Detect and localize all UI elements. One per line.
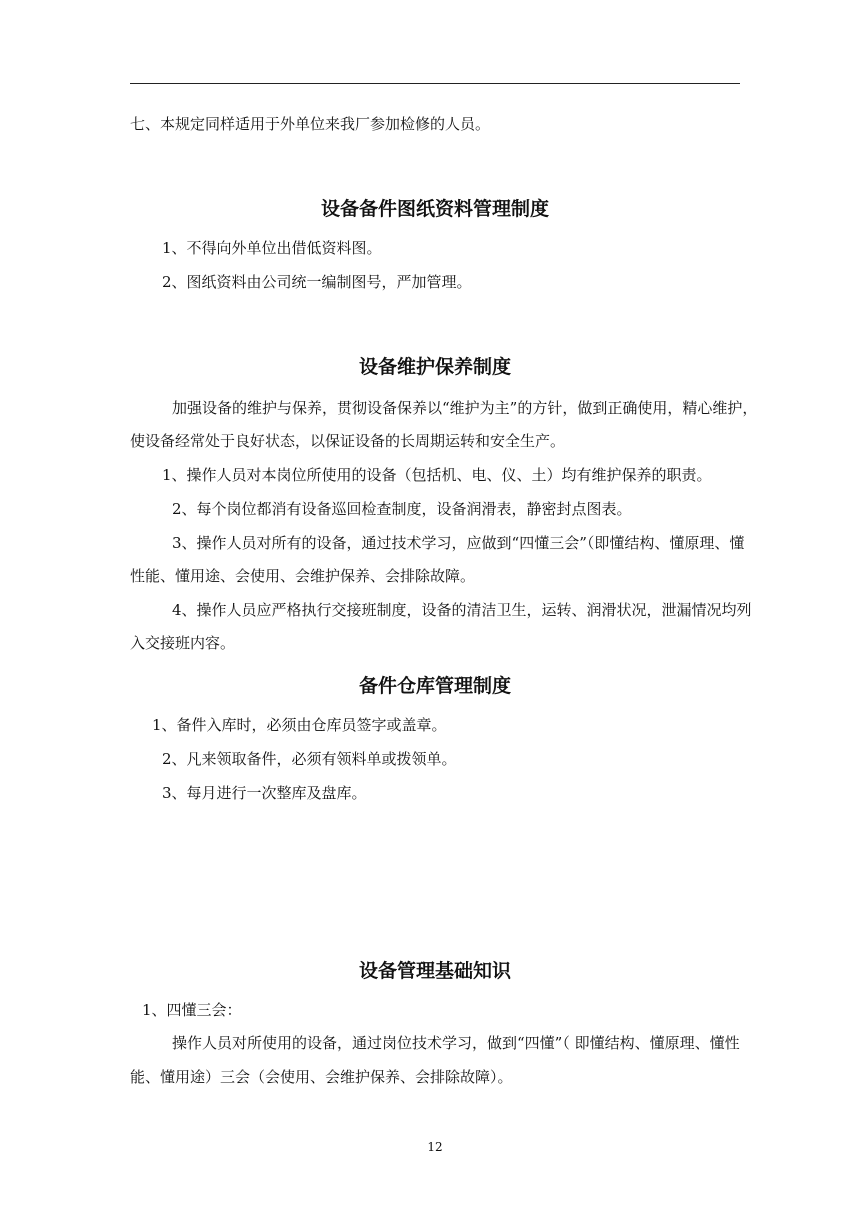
list-item: 1、操作人员对本岗位所使用的设备（包括机、电、仪、土）均有维护保养的职责。 <box>162 466 712 484</box>
paragraph-line: 能、懂用途）三会（会使用、会维护保养、会排除故障）。 <box>130 1068 513 1086</box>
rule-item-7: 七、本规定同样适用于外单位来我厂参加检修的人员。 <box>130 115 491 133</box>
list-item: 1、不得向外单位出借低资料图。 <box>162 239 382 257</box>
list-item: 4、操作人员应严格执行交接班制度，设备的清洁卫生，运转、润滑状况，泄漏情况均列 <box>172 601 752 619</box>
paragraph-line: 加强设备的维护与保养，贯彻设备保养以“维护为主”的方针，做到正确使用，精心维护， <box>172 399 758 417</box>
page-number: 12 <box>427 1140 443 1154</box>
section-title-basics: 设备管理基础知识 <box>358 960 511 982</box>
list-item: 2、凡来领取备件，必须有领料单或拨领单。 <box>162 750 457 768</box>
list-item: 2、图纸资料由公司统一编制图号，严加管理。 <box>162 273 472 291</box>
paragraph-line: 操作人员对所使用的设备，通过岗位技术学习，做到“四懂”（ 即懂结构、懂原理、懂性 <box>172 1034 740 1052</box>
section-title-warehouse: 备件仓库管理制度 <box>358 675 511 697</box>
section-title-maintenance: 设备维护保养制度 <box>358 356 511 378</box>
list-item: 1、备件入库时，必须由仓库员签字或盖章。 <box>152 716 447 734</box>
list-item: 1、四懂三会： <box>142 1001 242 1019</box>
list-item: 3、操作人员对所有的设备，通过技术学习，应做到“四懂三会”（即懂结构、懂原理、懂 <box>172 534 745 552</box>
list-item-continuation: 性能、懂用途、会使用、会维护保养、会排除故障。 <box>130 567 476 585</box>
section-title-drawings: 设备备件图纸资料管理制度 <box>320 198 549 220</box>
paragraph-line: 使设备经常处于良好状态，以保证设备的长周期运转和安全生产。 <box>130 432 566 450</box>
header-rule <box>130 83 740 84</box>
list-item: 3、每月进行一次整库及盘库。 <box>162 784 367 802</box>
list-item: 2、每个岗位都消有设备巡回检查制度，设备润滑表，静密封点图表。 <box>172 500 632 518</box>
list-item-continuation: 入交接班内容。 <box>130 634 236 652</box>
